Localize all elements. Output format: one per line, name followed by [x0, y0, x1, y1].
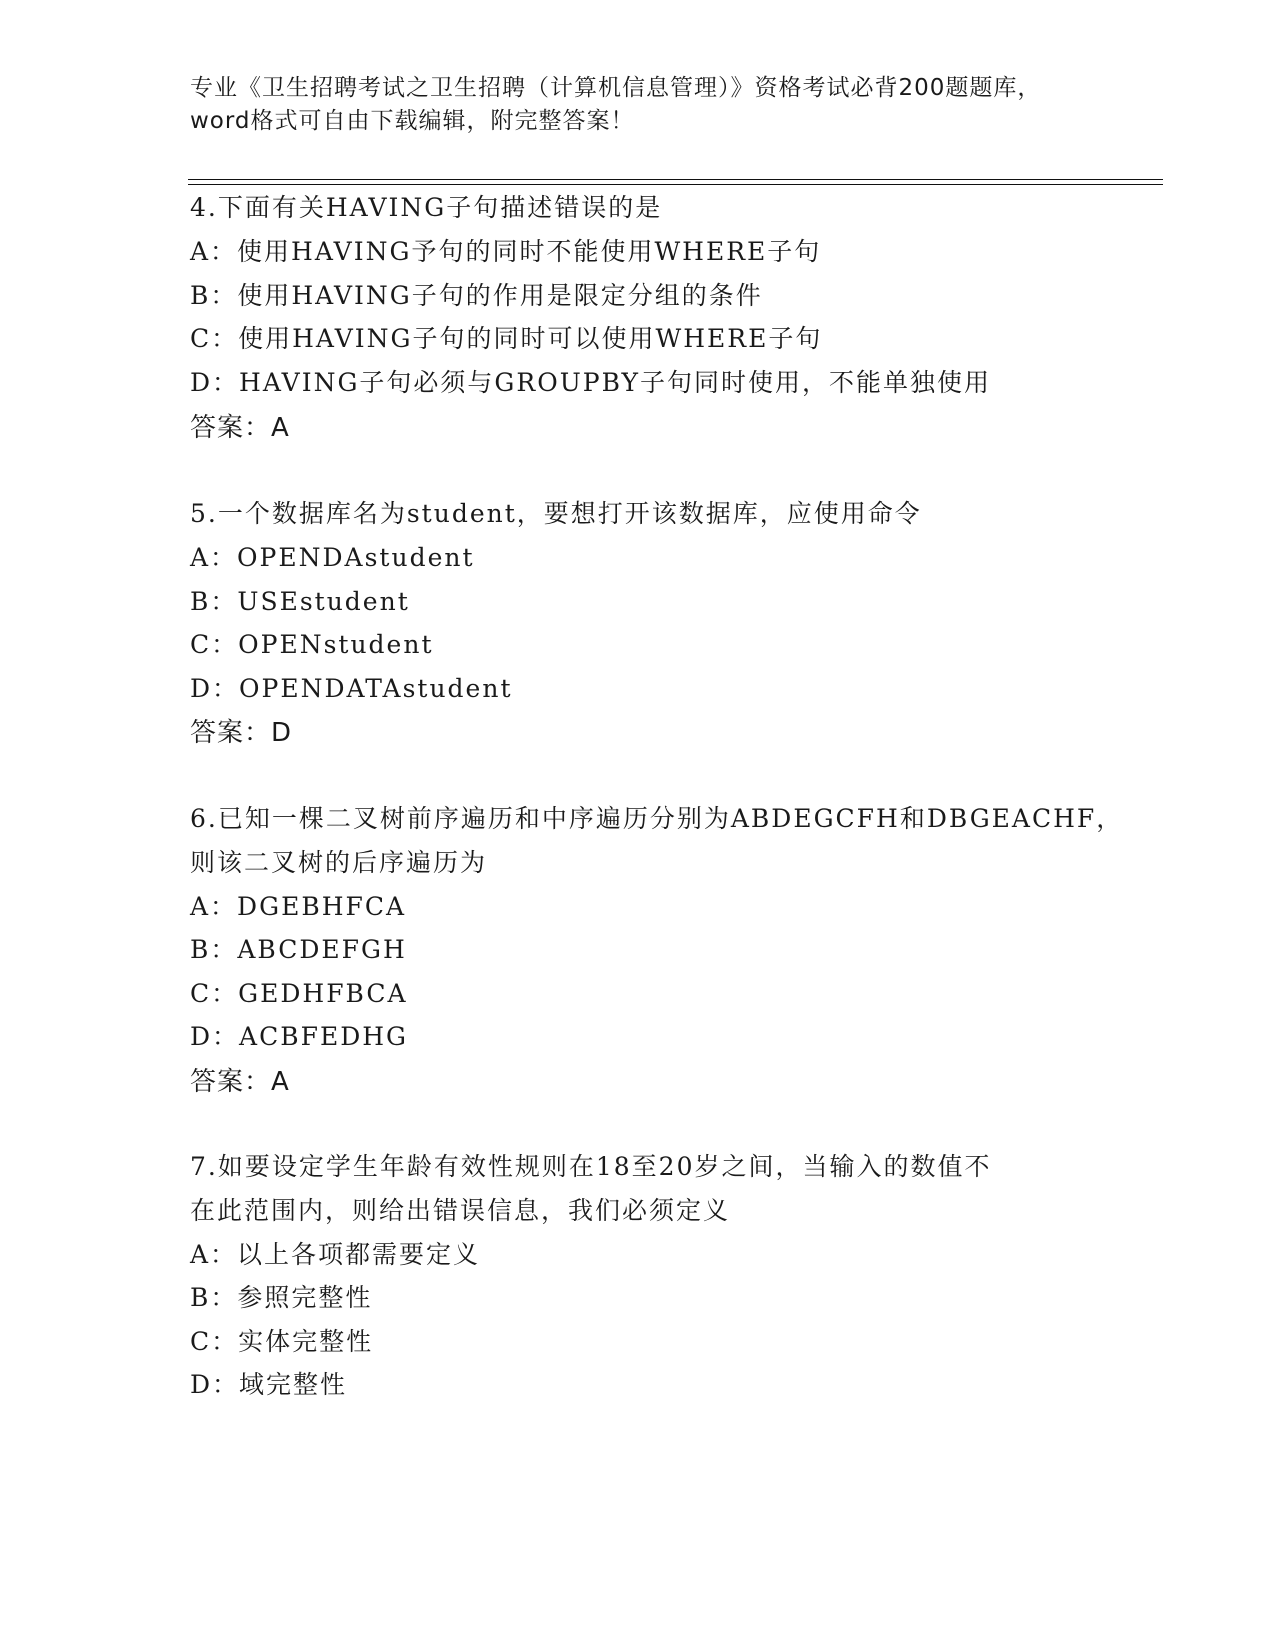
header-title-line-2: word格式可自由下载编辑，附完整答案！	[190, 108, 635, 134]
option-d: D：ACBFEDHG	[190, 1022, 409, 1051]
option-d: D：域完整性	[190, 1370, 348, 1399]
question-stem: 5.一个数据库名为student，要想打开该数据库，应使用命令	[190, 499, 922, 528]
document-header	[190, 72, 1090, 138]
option-a: A：以上各项都需要定义	[190, 1240, 481, 1269]
answer-label: 答案：A	[190, 1067, 290, 1097]
option-a: A：DGEBHFCA	[190, 892, 407, 921]
option-c: C：使用HAVING子句的同时可以使用WHERE子句	[190, 324, 823, 353]
answer-label: 答案：A	[190, 413, 290, 443]
question-stem-line-1: 7.如要设定学生年龄有效性规则在18至20岁之间，当输入的数值不	[190, 1152, 992, 1181]
option-a: A：使用HAVING予句的同时不能使用WHERE子句	[190, 237, 822, 266]
question-stem-line-1: 6.已知一棵二叉树前序遍历和中序遍历分别为ABDEGCFH和DBGEACHF，	[190, 804, 1124, 833]
question-stem: 4.下面有关HAVING子句描述错误的是	[190, 193, 663, 222]
option-b: B：参照完整性	[190, 1283, 373, 1312]
question-stem-line-2: 在此范围内，则给出错误信息，我们必须定义	[190, 1196, 731, 1225]
option-d: D：HAVING子句必须与GROUPBY子句同时使用，不能单独使用	[190, 368, 992, 397]
header-divider-bottom	[188, 184, 1163, 185]
option-b: B：USEstudent	[190, 587, 410, 616]
question-stem-line-2: 则该二叉树的后序遍历为	[190, 848, 488, 877]
option-a: A：OPENDAstudent	[190, 543, 475, 572]
option-c: C：实体完整性	[190, 1327, 374, 1356]
option-d: D：OPENDATAstudent	[190, 674, 513, 703]
answer-label: 答案：D	[190, 718, 293, 748]
option-c: C：GEDHFBCA	[190, 979, 408, 1008]
option-c: C：OPENstudent	[190, 630, 434, 659]
header-divider-top	[188, 179, 1163, 180]
header-title-line-1: 专业《卫生招聘考试之卫生招聘（计算机信息管理）》资格考试必背200题题库，	[190, 75, 1042, 101]
option-b: B：使用HAVING子句的作用是限定分组的条件	[190, 281, 763, 310]
option-b: B：ABCDEFGH	[190, 935, 407, 964]
